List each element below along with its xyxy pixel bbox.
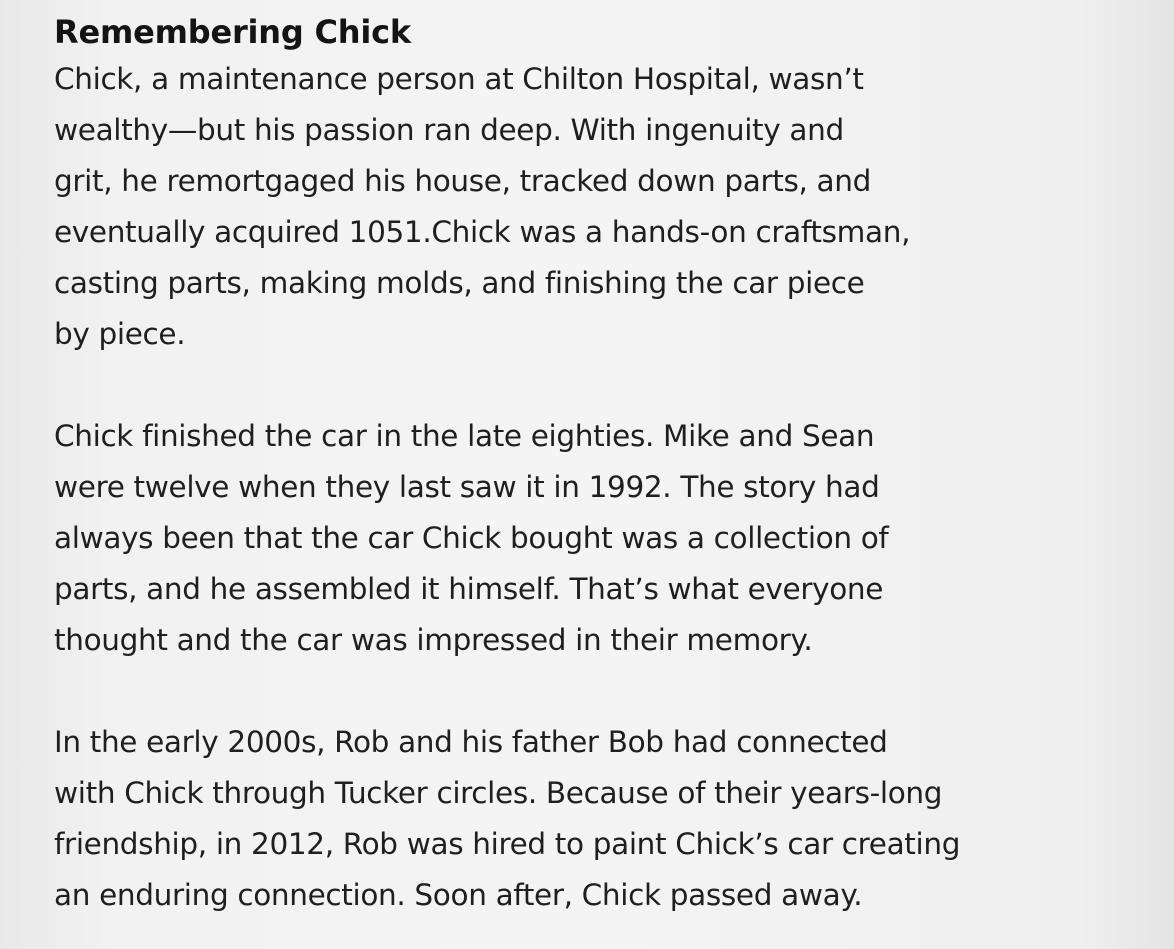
text-line: Chick finished the car in the late eighties. Mike and Sean [54, 419, 875, 453]
text-line: casting parts, making molds, and finishing the car piece [54, 266, 865, 300]
paragraph-spacer [54, 666, 1164, 717]
text-line: friendship, in 2012, Rob was hired to paint Chick’s car creating [54, 827, 961, 861]
text-line: always been that the car Chick bought was a collection of [54, 521, 889, 555]
paragraph-spacer [54, 360, 1164, 411]
text-line: Chick, a maintenance person at Chilton Hospital, wasn’t [54, 62, 864, 96]
text-line: grit, he remortgaged his house, tracked down parts, and [54, 164, 871, 198]
text-line: an enduring connection. Soon after, Chick passed away. [54, 878, 863, 912]
paragraph-1 [54, 54, 1164, 360]
text-line: were twelve when they last saw it in 1992. The story had [54, 470, 880, 504]
paragraph-3 [54, 717, 1164, 921]
article-heading: Remembering Chick [54, 13, 412, 51]
article [54, 10, 1164, 921]
text-line: with Chick through Tucker circles. Because of their years-long [54, 776, 943, 810]
text-line: thought and the car was impressed in their memory. [54, 623, 813, 657]
text-line: parts, and he assembled it himself. That’s what everyone [54, 572, 884, 606]
text-line: eventually acquired 1051.Chick was a hands-on craftsman, [54, 215, 911, 249]
paragraph-2 [54, 411, 1164, 666]
text-line: wealthy—but his passion ran deep. With ingenuity and [54, 113, 844, 147]
text-line: by piece. [54, 317, 186, 351]
text-line: In the early 2000s, Rob and his father Bob had connected [54, 725, 888, 759]
